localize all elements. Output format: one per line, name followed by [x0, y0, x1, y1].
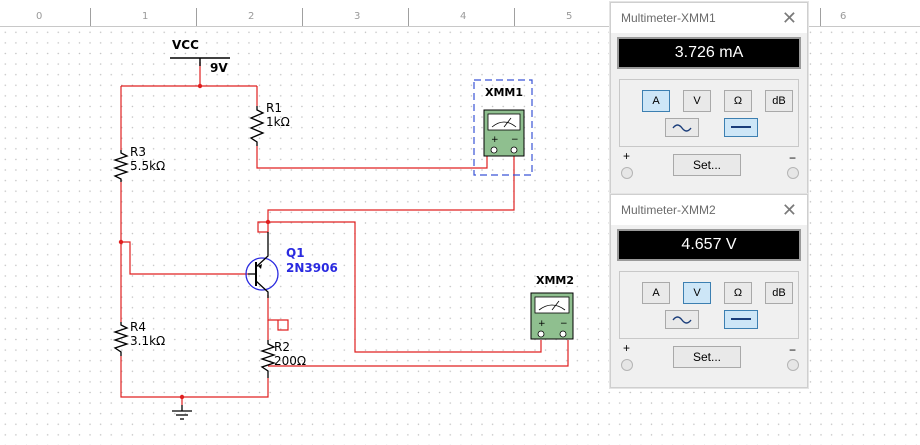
ac-mode-button[interactable] [665, 118, 699, 137]
plus-terminal-label: + [623, 341, 631, 355]
mode-button-amps[interactable]: A [642, 90, 670, 112]
ruler-label: 1 [142, 11, 149, 22]
dc-line-icon [731, 126, 751, 128]
q1-symbol [246, 232, 278, 298]
r4-label: R4 [130, 320, 146, 334]
r2-label: R2 [274, 340, 290, 354]
r1-symbol [251, 106, 263, 146]
ruler-tick [196, 8, 197, 26]
r3-label: R3 [130, 145, 146, 159]
svg-text:−: − [511, 135, 519, 145]
r4-value: 3.1kΩ [130, 334, 166, 348]
svg-text:−: − [560, 319, 568, 329]
sine-wave-icon [666, 311, 698, 328]
plus-terminal[interactable] [621, 359, 633, 371]
ruler-label: 6 [840, 11, 847, 22]
ac-mode-button[interactable] [665, 310, 699, 329]
r2-value: 200Ω [274, 354, 307, 368]
wire-bottom-left [121, 356, 182, 405]
r1-label: R1 [266, 101, 282, 115]
ruler-tick [302, 8, 303, 26]
mode-button-volts[interactable]: V [683, 282, 711, 304]
close-icon[interactable]: ✕ [781, 200, 797, 220]
dc-mode-button[interactable] [724, 310, 758, 329]
minus-terminal-label: − [789, 343, 797, 357]
close-icon[interactable]: ✕ [781, 8, 797, 28]
r3-symbol [115, 150, 127, 182]
vcc-value: 9V [210, 61, 228, 75]
q1-model: 2N3906 [286, 261, 338, 275]
plus-terminal-label: + [623, 149, 631, 163]
multimeter-xmm2-controls [619, 271, 799, 339]
wire-r2-to-xmm2 [268, 340, 568, 366]
multimeter-xmm2-display: 4.657 V [617, 229, 801, 261]
ruler-tick [514, 8, 515, 26]
xmm2-label: XMM2 [536, 274, 575, 287]
minus-terminal-label: − [789, 151, 797, 165]
ruler-label: 4 [460, 11, 467, 22]
set-button[interactable]: Set... [673, 154, 741, 176]
minus-terminal[interactable] [787, 359, 799, 371]
multimeter-xmm2-title: Multimeter-XMM2 [611, 195, 807, 225]
ruler-label: 2 [248, 11, 255, 22]
wire-collector [268, 295, 288, 330]
mode-button-ohms[interactable]: Ω [724, 90, 752, 112]
plus-terminal[interactable] [621, 167, 633, 179]
wire-r1-to-xmm1 [257, 146, 487, 168]
multimeter-xmm1-title: Multimeter-XMM1 [611, 3, 807, 33]
ruler-label: 0 [36, 11, 43, 22]
svg-text:+: + [491, 135, 499, 145]
mode-button-amps[interactable]: A [642, 282, 670, 304]
mode-button-db[interactable]: dB [765, 282, 793, 304]
vcc-label: VCC [172, 38, 199, 52]
r2-symbol [262, 340, 274, 378]
ruler-label: 5 [566, 11, 573, 22]
r3-value: 5.5kΩ [130, 159, 166, 173]
multimeter-xmm1-terminals [611, 147, 807, 189]
ruler-tick [408, 8, 409, 26]
q1-label: Q1 [286, 246, 305, 260]
dc-mode-button[interactable] [724, 118, 758, 137]
multimeter-xmm2-window[interactable] [610, 194, 808, 388]
ruler-tick [90, 8, 91, 26]
multimeter-xmm1-controls [619, 79, 799, 147]
multimeter-xmm1-window[interactable] [610, 2, 808, 196]
mode-button-volts[interactable]: V [683, 90, 711, 112]
r4-symbol [115, 322, 127, 356]
mode-button-ohms[interactable]: Ω [724, 282, 752, 304]
r1-value: 1kΩ [266, 115, 290, 129]
minus-terminal[interactable] [787, 167, 799, 179]
set-button[interactable]: Set... [673, 346, 741, 368]
multimeter-xmm1-display: 3.726 mA [617, 37, 801, 69]
xmm1-label: XMM1 [485, 86, 524, 99]
ruler-tick [820, 8, 821, 26]
ruler-label: 3 [354, 11, 361, 22]
ground-symbol [172, 405, 192, 419]
wire-emitter-to-xmm2 [268, 222, 541, 352]
mode-button-db[interactable]: dB [765, 90, 793, 112]
xmm2-instrument [531, 293, 573, 339]
wire-base [121, 242, 248, 274]
multimeter-xmm2-terminals [611, 339, 807, 381]
sine-wave-icon [666, 119, 698, 136]
svg-text:+: + [538, 319, 546, 329]
dc-line-icon [731, 318, 751, 320]
wire-r2-bottom [182, 378, 268, 397]
